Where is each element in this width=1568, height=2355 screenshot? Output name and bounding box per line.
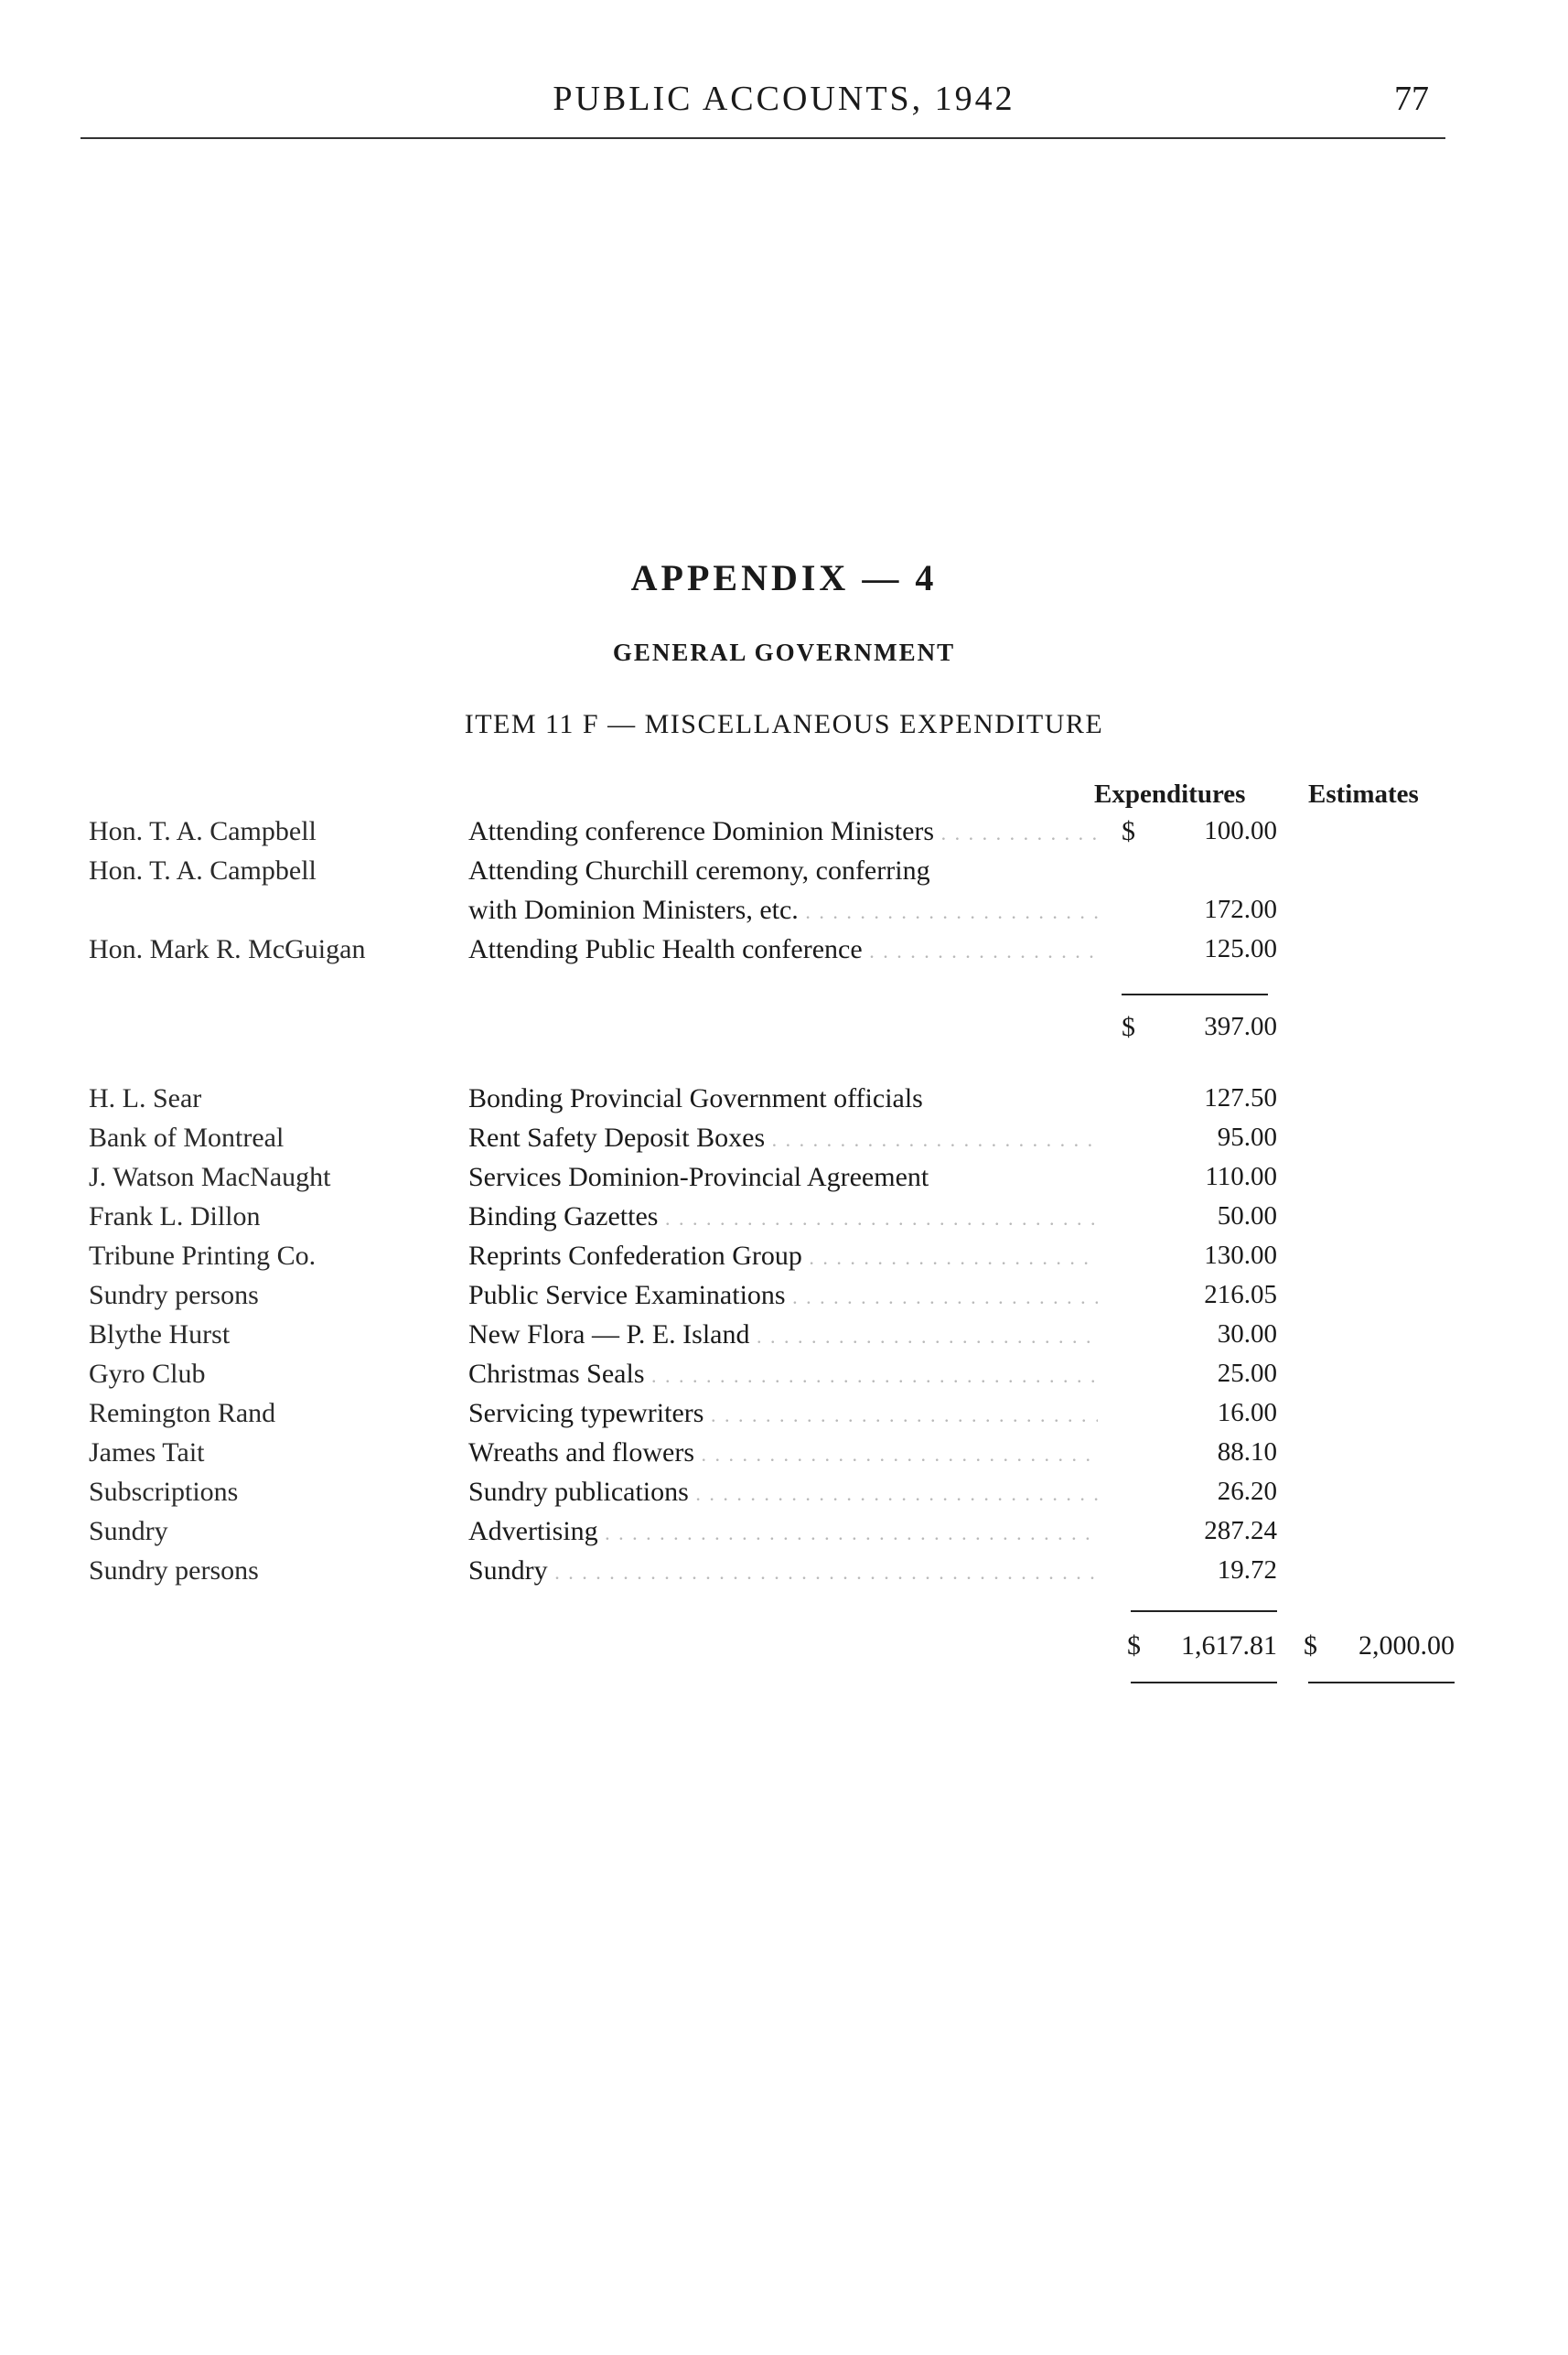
subtotal-rule xyxy=(1122,994,1268,995)
payee: Hon. T. A. Campbell xyxy=(89,855,317,886)
amount: 88.10 xyxy=(1217,1437,1277,1467)
amount: 100.00 xyxy=(1204,816,1277,845)
amount: 127.50 xyxy=(1204,1083,1277,1113)
amount: 16.00 xyxy=(1217,1398,1277,1427)
table-row xyxy=(0,1083,1568,1122)
table-row xyxy=(0,934,1568,973)
table-row xyxy=(0,895,1568,933)
amount: 125.00 xyxy=(1204,934,1277,963)
expenditures-total: 1,617.81 xyxy=(1181,1630,1277,1661)
amount: 172.00 xyxy=(1204,895,1277,924)
purpose: Binding Gazettes . . . xyxy=(468,1201,1098,1232)
amount: 25.00 xyxy=(1217,1359,1277,1388)
amount: 287.24 xyxy=(1204,1516,1277,1545)
total-underline xyxy=(1131,1682,1277,1683)
purpose: Bonding Provincial Government officials xyxy=(468,1083,923,1113)
table-row xyxy=(0,1516,1568,1554)
page-number: 77 xyxy=(1394,80,1429,118)
payee: James Tait xyxy=(89,1437,205,1468)
purpose: Attending Churchill ceremony, conferring xyxy=(468,855,930,886)
purpose: Attending Public Health conference . . . xyxy=(468,934,1098,965)
running-header-title: PUBLIC ACCOUNTS, 1942 xyxy=(553,80,1015,118)
table-row xyxy=(0,1398,1568,1436)
purpose: Servicing typewriters . . . xyxy=(468,1398,1098,1429)
item-title: ITEM 11 F — MISCELLANEOUS EXPENDITURE xyxy=(464,709,1104,739)
table-row xyxy=(0,1359,1568,1397)
table-row xyxy=(0,855,1568,894)
table-row xyxy=(0,1162,1568,1200)
payee: Sundry xyxy=(89,1516,168,1546)
table-row xyxy=(0,1280,1568,1318)
dollar-sign: $ xyxy=(1127,1630,1141,1661)
dollar-sign: $ xyxy=(1122,1012,1135,1042)
purpose: Rent Safety Deposit Boxes . . . xyxy=(468,1123,1098,1154)
purpose: Attending conference Dominion Ministers . . . xyxy=(468,816,1098,847)
table-row xyxy=(0,1477,1568,1515)
amount: 216.05 xyxy=(1204,1280,1277,1309)
amount: 19.72 xyxy=(1217,1555,1277,1585)
payee: Subscriptions xyxy=(89,1477,239,1507)
subtotal-row xyxy=(0,1012,1568,1050)
purpose: Reprints Confederation Group . . . xyxy=(468,1241,1098,1272)
table-row xyxy=(0,1555,1568,1594)
purpose: with Dominion Ministers, etc. . . . xyxy=(468,895,1098,926)
section-title: GENERAL GOVERNMENT xyxy=(612,639,956,666)
table-row xyxy=(0,816,1568,855)
payee: Bank of Montreal xyxy=(89,1123,285,1153)
appendix-title: APPENDIX — 4 xyxy=(630,557,938,598)
table-row xyxy=(0,1201,1568,1240)
purpose: Advertising . . . xyxy=(468,1516,1098,1547)
purpose: Wreaths and flowers . . . xyxy=(468,1437,1098,1468)
payee: Gyro Club xyxy=(89,1359,206,1389)
amount: 26.20 xyxy=(1217,1477,1277,1506)
column-header-expenditures: Expenditures xyxy=(1094,780,1246,809)
payee: Tribune Printing Co. xyxy=(89,1241,317,1271)
payee: J. Watson MacNaught xyxy=(89,1162,331,1192)
dollar-sign: $ xyxy=(1304,1630,1317,1661)
amount: 130.00 xyxy=(1204,1241,1277,1270)
subtotal-amount: 397.00 xyxy=(1204,1012,1277,1041)
estimates-total: 2,000.00 xyxy=(1359,1630,1455,1661)
total-rule xyxy=(1131,1610,1277,1612)
payee: H. L. Sear xyxy=(89,1083,202,1113)
purpose: Christmas Seals . . . xyxy=(468,1359,1098,1390)
estimates-underline xyxy=(1308,1682,1455,1683)
header-rule xyxy=(81,137,1445,139)
purpose: Public Service Examinations . . . xyxy=(468,1280,1098,1311)
payee: Remington Rand xyxy=(89,1398,276,1428)
table-row xyxy=(0,1319,1568,1358)
table-row xyxy=(0,1123,1568,1161)
purpose: Sundry . . . xyxy=(468,1555,1098,1586)
amount: 95.00 xyxy=(1217,1123,1277,1152)
payee: Hon. Mark R. McGuigan xyxy=(89,934,366,964)
payee: Sundry persons xyxy=(89,1555,259,1586)
payee: Hon. T. A. Campbell xyxy=(89,816,317,846)
amount: 50.00 xyxy=(1217,1201,1277,1231)
table-row xyxy=(0,1437,1568,1476)
payee: Frank L. Dillon xyxy=(89,1201,261,1231)
column-header-estimates: Estimates xyxy=(1308,780,1419,809)
dollar-sign: $ xyxy=(1122,816,1135,846)
payee: Sundry persons xyxy=(89,1280,259,1310)
purpose: Sundry publications . . . xyxy=(468,1477,1098,1508)
amount: 30.00 xyxy=(1217,1319,1277,1349)
purpose: Services Dominion-Provincial Agreement xyxy=(468,1162,929,1192)
amount: 110.00 xyxy=(1205,1162,1277,1191)
table-row xyxy=(0,1241,1568,1279)
payee: Blythe Hurst xyxy=(89,1319,231,1350)
purpose: New Flora — P. E. Island . . . xyxy=(468,1319,1098,1350)
